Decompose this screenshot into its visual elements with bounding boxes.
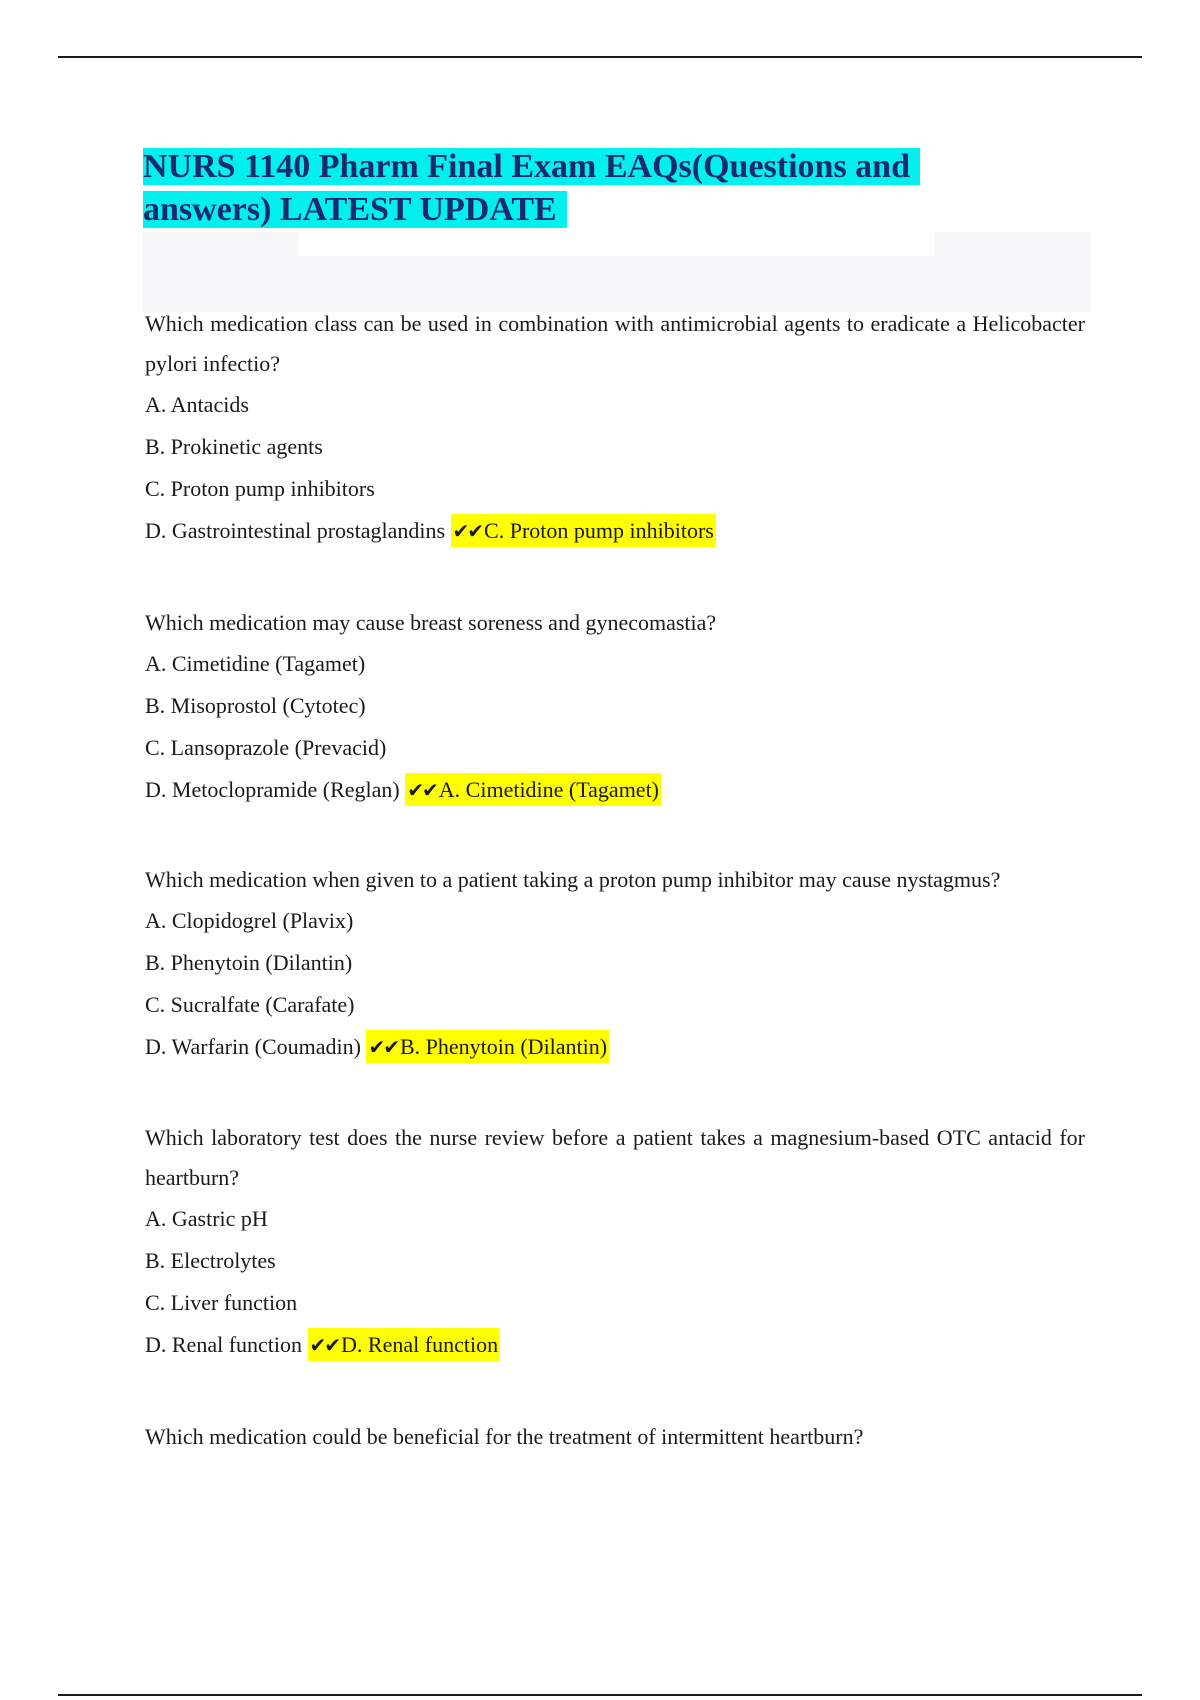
option-d-with-answer [145,1324,1085,1366]
title-line-2: answers) LATEST UPDATE [143,191,567,228]
check-icon: ✔✔ [309,1333,340,1357]
option-c: C. Liver function [145,1290,298,1315]
option-b: B. Phenytoin (Dilantin) [145,950,353,975]
blank-band [143,232,1091,312]
question-text: Which medication may cause breast soreness and gynecomastia? [145,610,717,635]
option-c: C. Lansoprazole (Prevacid) [145,735,387,760]
question-block [145,1417,1085,1457]
check-icon: ✔✔ [452,519,483,543]
document-title [143,145,1023,231]
answer-highlight [451,514,716,547]
answer-text: A. Cimetidine (Tagamet) [438,777,660,802]
answer-text: D. Renal function [341,1332,499,1357]
option-d: D. Gastrointestinal prostaglandins [145,518,446,543]
question-text: Which medication class can be used in combination with antimicrobial agents to eradicate a Helicobacter pylori infectio? [145,311,1085,376]
option-a: A. Clopidogrel (Plavix) [145,908,354,933]
question-text: Which medication when given to a patient taking a proton pump inhibitor may cause nystagmus? [145,867,1001,892]
question-text: Which laboratory test does the nurse review before a patient takes a magnesium-based OTC antacid for heartburn? [145,1125,1085,1190]
question-block [145,1118,1085,1366]
bottom-rule [58,1694,1142,1696]
question-block [145,860,1085,1068]
question-block [145,603,1085,811]
answer-highlight [366,1030,609,1063]
answer-highlight [308,1328,501,1361]
option-d-with-answer [145,510,1085,552]
answer-text: B. Phenytoin (Dilantin) [399,1034,608,1059]
title-line-1: NURS 1140 Pharm Final Exam EAQs(Questions and [143,148,920,185]
answer-text: C. Proton pump inhibitors [484,518,714,543]
option-b: B. Prokinetic agents [145,434,323,459]
option-c: C. Sucralfate (Carafate) [145,992,355,1017]
option-b: B. Electrolytes [145,1248,276,1273]
check-icon: ✔✔ [368,1035,398,1059]
question-text: Which medication could be beneficial for the treatment of intermittent heartburn? [145,1424,864,1449]
option-d: D. Renal function [145,1332,303,1357]
option-d: D. Metoclopramide (Reglan) [145,777,400,802]
top-rule [58,56,1142,58]
option-a: A. Antacids [145,392,249,417]
check-icon: ✔✔ [407,778,437,802]
option-d-with-answer [145,769,1085,811]
option-a: A. Cimetidine (Tagamet) [145,651,366,676]
option-b: B. Misoprostol (Cytotec) [145,693,366,718]
answer-highlight [405,773,661,806]
question-block [145,304,1085,552]
option-d-with-answer [145,1026,1085,1068]
option-a: A. Gastric pH [145,1206,268,1231]
option-c: C. Proton pump inhibitors [145,476,375,501]
option-d: D. Warfarin (Coumadin) [145,1034,361,1059]
